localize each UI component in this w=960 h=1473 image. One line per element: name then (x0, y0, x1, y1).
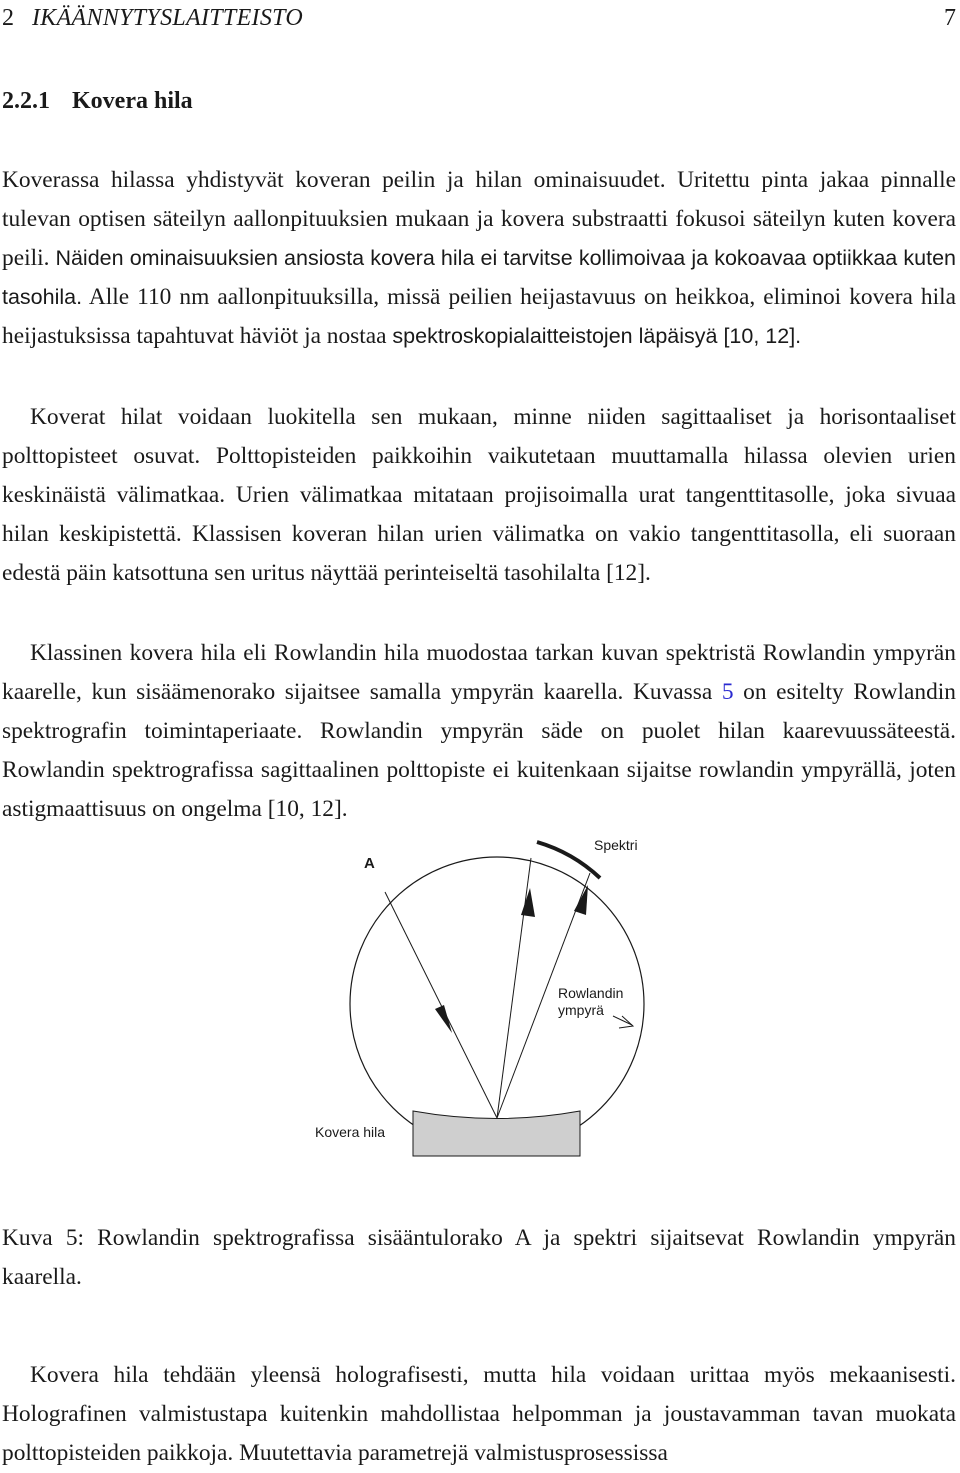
paragraph-1-part-c: Alle 110 nm aallonpituuksilla, missä peilien heijastavuus on heikkoa, eliminoi kovera hila heijastuksissa tapahtuvat häviöt ja nostaa (2, 283, 956, 349)
diffracted-arrow-1 (521, 888, 535, 917)
spectrum-label: Spektri (594, 837, 638, 853)
grating-label: Kovera hila (315, 1124, 386, 1140)
spectrum-arc (537, 842, 600, 878)
chapter-title: IKÄÄNNYTYSLAITTEISTO (32, 5, 303, 31)
section-number: 2.2.1 (2, 88, 50, 114)
rowland-figure (0, 815, 960, 1175)
paragraph-1-part-a: Koverassa hilassa yhdistyvät koveran peilin ja hilan ominaisuudet. Uritettu pinta jakaa pinnalle tulevan optisen säteilyn aallonpituuksien mukaan ja kovera substraatti fokusoi säteilyn kuten kovera peili. (2, 167, 956, 271)
diffracted-ray-1 (497, 858, 531, 1118)
running-header (2, 2, 956, 34)
incident-arrow (435, 1005, 452, 1033)
paragraph-1-part-d: spektroskopialaitteistojen läpäisyä [10, 12]. (392, 323, 802, 348)
paragraph-3-part-b: on esitelty Rowlandin spektrografin toimintaperiaate. Rowlandin ympyrän säde on puolet hilan kaarevuussäteestä. Rowlandin spektrografissa sagittaalinen polttopiste ei kuitenkaan sijaitse rowlandin ympyrällä, joten astigmaattisuus on ongelma [10, 12]. (2, 679, 956, 822)
section-title: Kovera hila (72, 88, 193, 114)
paragraph-4: Kovera hila tehdään yleensä holografisesti, mutta hila voidaan urittaa myös mekaanisesti. Holografinen valmistustapa kuitenkin mahdollistaa helpomman ja joustavamman tavan muokata polttopisteiden paikkoja. Muutettavia parametrejä valmistusprosessissa (2, 1362, 956, 1466)
rowland-diagram (0, 815, 960, 1175)
entrance-slit-label: A (364, 855, 375, 872)
paragraph-3-part-a: Klassinen kovera hila eli Rowlandin hila muodostaa tarkan kuvan spektristä Rowlandin ympyrän kaarelle, kun sisäämenorako sijaitsee samalla ympyrän kaarella. Kuvassa (2, 640, 956, 706)
rowland-circle-label-line-1: Rowlandin (558, 985, 624, 1001)
rowland-circle-label-line-2: ympyrä (558, 1002, 604, 1018)
chapter-number: 2 (2, 5, 14, 31)
page-number: 7 (944, 5, 956, 31)
figure-reference-link[interactable]: 5 (721, 679, 734, 706)
paragraph-3 (2, 634, 956, 828)
diffracted-arrow-2 (574, 885, 588, 915)
paragraph-1-part-b: Näiden ominaisuuksien ansiosta kovera hila ei tarvitse kollimoivaa ja kokoavaa optiikkaa kuten tasohila. (2, 245, 956, 309)
rowland-pointer-line (613, 1016, 632, 1025)
section-heading (2, 85, 193, 117)
paragraph-1 (2, 161, 956, 355)
incident-ray (385, 892, 497, 1118)
figure-caption: Kuva 5: Rowlandin spektrografissa sisääntulorako A ja spektri sijaitsevat Rowlandin ympyrän kaarella. (2, 1225, 956, 1291)
paragraph-2: Koverat hilat voidaan luokitella sen mukaan, minne niiden sagittaaliset ja horisontaaliset polttopisteet osuvat. Polttopisteiden paikkoihin vaikutetaan muuttamalla hilassa olevien urien keskinäistä välimatkaa. Urien välimatkaa mitataan projisoimalla urat tangenttitasolle, joka sivuaa hilan keskipistettä. Klassisen koveran hilan urien välimatka on vakio tangenttitasolla, eli suoraan edestä päin katsottuna sen uritus näyttää perinteiseltä tasohilalta [12]. (2, 404, 956, 586)
